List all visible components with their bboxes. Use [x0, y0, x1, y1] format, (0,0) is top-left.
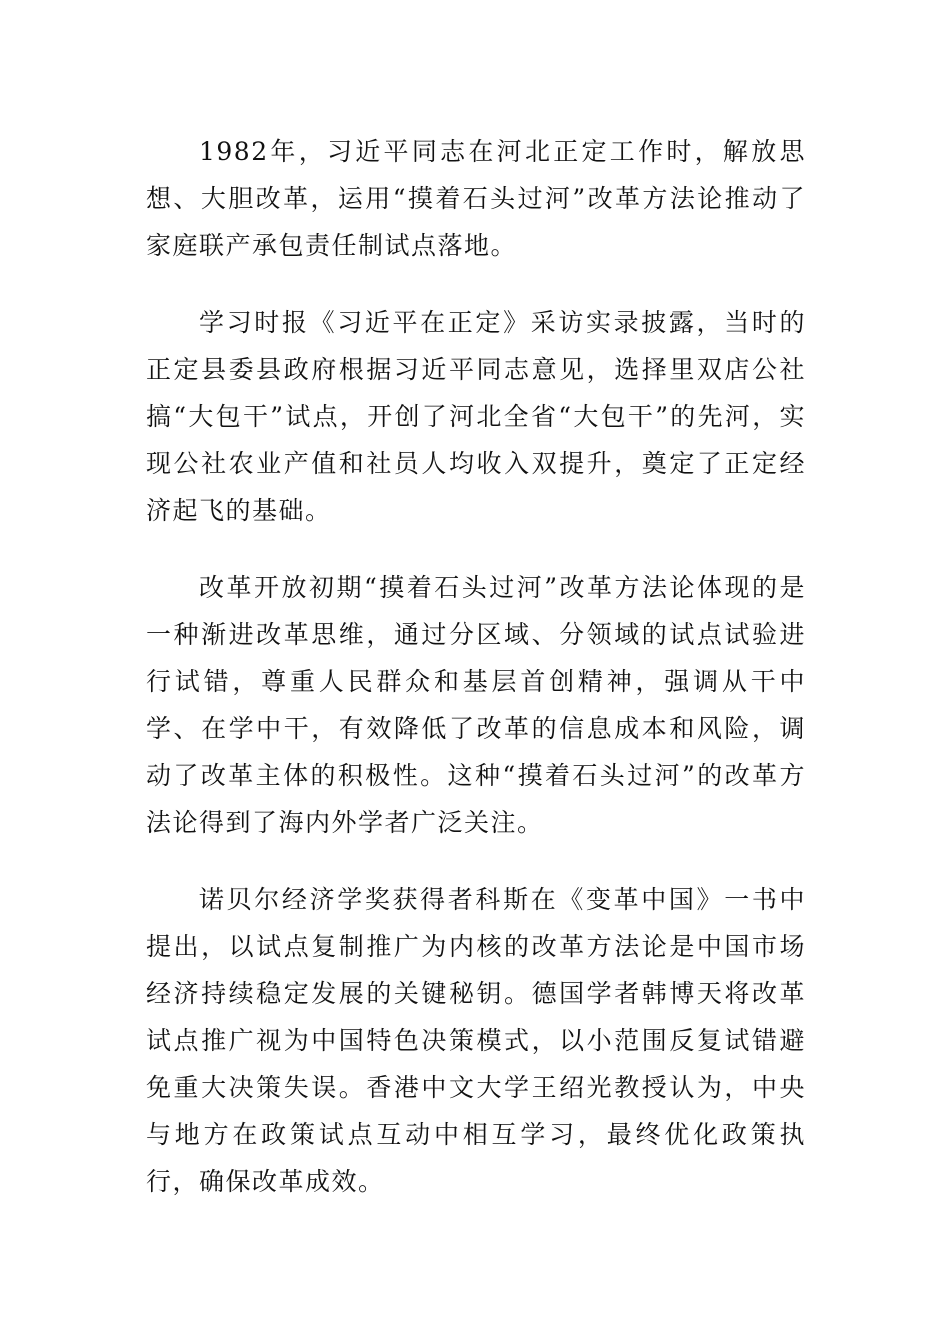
paragraph-4: 诺贝尔经济学奖获得者科斯在《变革中国》一书中提出，以试点复制推广为内核的改革方法论是中国市场经济持续稳定发展的关键秘钥。德国学者韩博天将改革试点推广视为中国特色决策模式，以小范围反复试错避免重大决策失误。香港中文大学王绍光教授认为，中央与地方在政策试点互动中相互学习，最终优化政策执行，确保改革成效。 — [146, 885, 806, 1196]
paragraph-3: 改革开放初期“摸着石头过河”改革方法论体现的是一种渐进改革思维，通过分区域、分领域的试点试验进行试错，尊重人民群众和基层首创精神，强调从干中学、在学中干，有效降低了改革的信息成本和风险，调动了改革主体的积极性。这种“摸着石头过河”的改革方法论得到了海内外学者广泛关注。 — [146, 573, 806, 837]
paragraph-2: 学习时报《习近平在正定》采访实录披露，当时的正定县委县政府根据习近平同志意见，选择里双店公社搞“大包干”试点，开创了河北全省“大包干”的先河，实现公社农业产值和社员人均收入双提升，奠定了正定经济起飞的基础。 — [146, 308, 806, 525]
paragraph-1: 1982年，习近平同志在河北正定工作时，解放思想、大胆改革，运用“摸着石头过河”改革方法论推动了家庭联产承包责任制试点落地。 — [146, 137, 806, 260]
document-body — [146, 128, 806, 1235]
